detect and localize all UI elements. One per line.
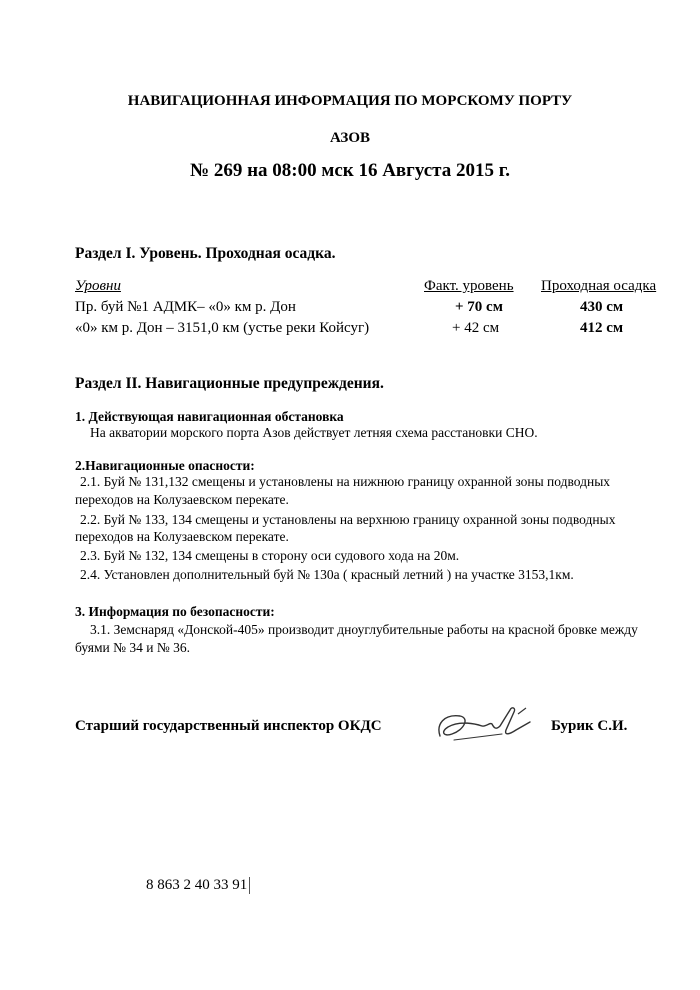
subsection3-heading: 3. Информация по безопасности: <box>75 604 275 619</box>
table-header-fact-level: Факт. уровень <box>424 278 514 294</box>
document-title: НАВИГАЦИОННАЯ ИНФОРМАЦИЯ ПО МОРСКОМУ ПОРТУ <box>127 93 573 109</box>
bulletin-number: № 269 на 08:00 мск 16 Августа 2015 г. <box>190 160 510 181</box>
table-row-2-draft: 412 см <box>580 320 624 336</box>
table-row-1-level: + 70 см <box>455 299 503 315</box>
item-3-1-line1: 3.1. Земснаряд «Донской-405» производит дноуглубительные работы на красной бровке между <box>90 622 638 637</box>
item-2-4: 2.4. Установлен дополнительный буй № 130а ( красный летний ) на участке 3153,1км. <box>80 567 574 582</box>
table-header-levels: Уровни <box>75 278 121 294</box>
table-row-2-level: + 42 см <box>452 320 500 336</box>
port-name: АЗОВ <box>329 130 371 146</box>
subsection2-heading: 2.Навигационные опасности: <box>75 458 255 473</box>
inspector-position: Старший государственный инспектор ОКДС <box>75 718 382 734</box>
subsection1-heading: 1. Действующая навигационная обстановка <box>75 409 344 424</box>
phone-number: 8 863 2 40 33 91 <box>146 877 250 894</box>
item-2-1-line2: переходов на Колузаевском перекате. <box>75 492 289 507</box>
item-2-2-line2: переходов на Колузаевском перекате. <box>75 529 289 544</box>
item-2-1-line1: 2.1. Буй № 131,132 смещены и установлены на нижнюю границу охранной зоны подводных <box>80 474 611 489</box>
table-row-2-place: «0» км р. Дон – 3151,0 км (устье реки Койсуг) <box>75 320 370 336</box>
table-row-1-place: Пр. буй №1 АДМК– «0» км р. Дон <box>75 299 296 315</box>
section1-heading: Раздел I. Уровень. Проходная осадка. <box>75 245 336 262</box>
item-2-2-line1: 2.2. Буй № 133, 134 смещены и установлены на верхнюю границу охранной зоны подводных <box>80 512 616 527</box>
item-3-1-line2: буями № 34 и № 36. <box>75 640 190 655</box>
inspector-name: Бурик С.И. <box>551 718 628 734</box>
table-header-draft: Проходная осадка <box>541 278 657 294</box>
table-row-1-draft: 430 см <box>580 299 624 315</box>
signature-icon <box>430 696 540 752</box>
section2-heading: Раздел II. Навигационные предупреждения. <box>75 375 384 392</box>
item-2-3: 2.3. Буй № 132, 134 смещены в сторону оси судового хода на 20м. <box>80 548 460 563</box>
subsection1-text: На акватории морского порта Азов действует летняя схема расстановки СНО. <box>90 425 538 440</box>
